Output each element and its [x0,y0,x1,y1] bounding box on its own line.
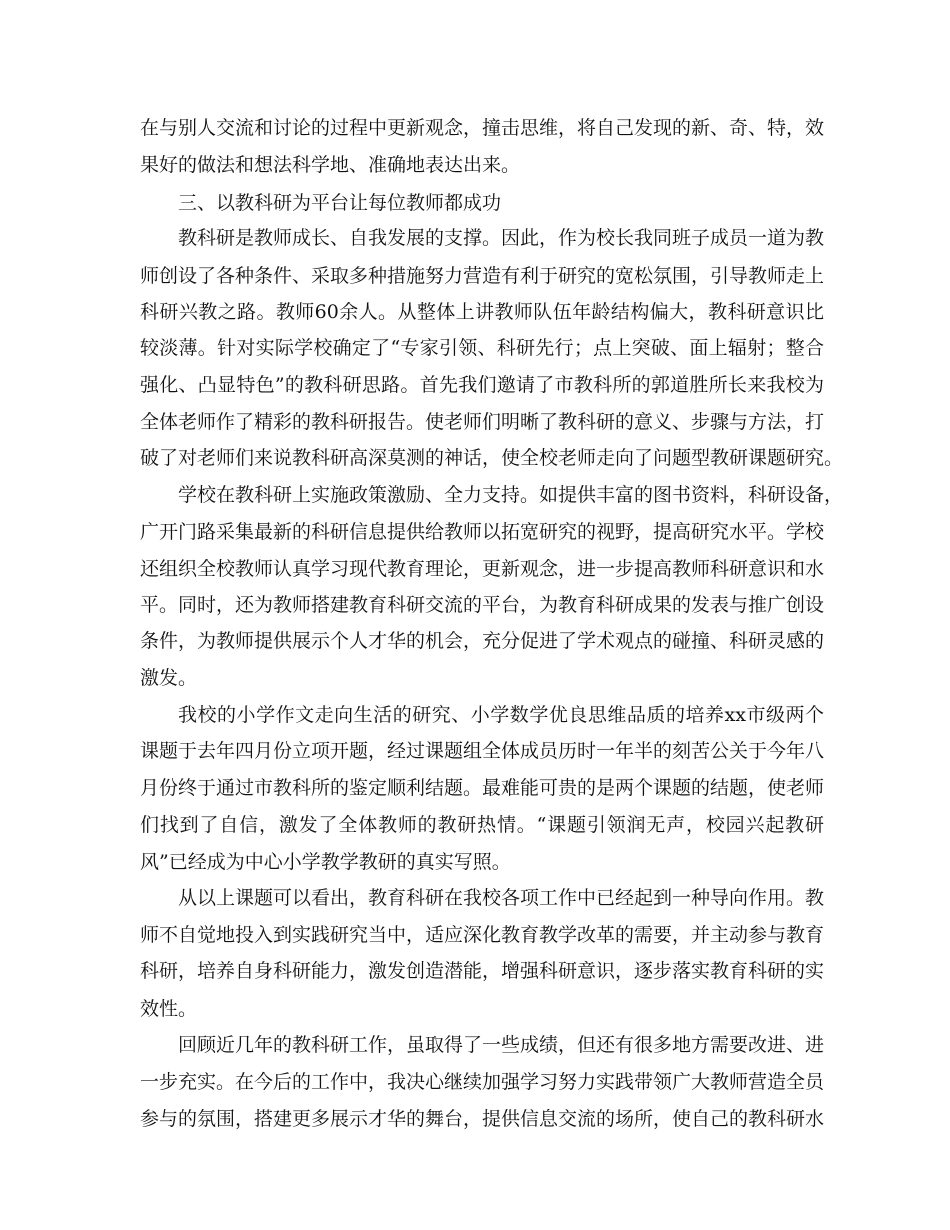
text-line: 师创设了各种条件、采取多种措施努力营造有利于研究的宽松氛围，引导教师走上 [140,265,825,287]
text-line: 们找到了自信，激发了全体教师的教研热情。“课题引领润无声，校园兴起教研 [140,814,824,836]
text-line: 科研兴教之路。教师60余人。从整体上讲教师队伍年龄结构偏大，教科研意识比 [140,301,824,323]
section-heading: 三、以教科研为平台让每位教师都成功 [178,192,502,214]
text-line: 平。同时，还为教师搭建教育科研交流的平台，为教育科研成果的发表与推广创设 [140,594,825,616]
text-line: 较淡薄。针对实际学校确定了“专家引领、科研先行；点上突破、面上辐射；整合 [140,337,824,359]
text-line: 课题于去年四月份立项开题，经过课题组全体成员历时一年半的刻苦公关于今年八 [140,740,825,762]
text-line: 一步充实。在今后的工作中，我决心继续加强学习努力实践带领广大教师营造全员 [140,1071,825,1093]
text-line: 月份终于通过市教科所的鉴定顺利结题。最难能可贵的是两个课题的结题，使老师 [140,777,825,799]
text-line: 在与别人交流和讨论的过程中更新观念，撞击思维，将自己发现的新、奇、特，效 [140,117,825,139]
text-line: 科研，培养自身科研能力，激发创造潜能，增强科研意识，逐步落实教育科研的实 [140,960,825,982]
text-line: 激发。 [140,667,198,689]
text-line: 强化、凸显特色”的教科研思路。首先我们邀请了市教科所的郭道胜所长来我校为 [140,374,824,396]
text-line: 参与的氛围，搭建更多展示才华的舞台，提供信息交流的场所，使自己的教科研水 [140,1108,825,1130]
text-line: 我校的小学作文走向生活的研究、小学数学优良思维品质的培养xx市级两个 [178,704,824,726]
text-line: 学校在教科研上实施政策激励、全力支持。如提供丰富的图书资料，科研设备， [178,484,844,506]
text-line: 效性。 [140,998,198,1020]
text-line: 条件，为教师提供展示个人才华的机会，充分促进了学术观点的碰撞、科研灵感的 [140,630,825,652]
text-line: 风”已经成为中心小学教学教研的真实写照。 [140,851,511,873]
text-line: 从以上课题可以看出，教育科研在我校各项工作中已经起到一种导向作用。教 [178,887,825,909]
text-line: 师不自觉地投入到实践研究当中，适应深化教育教学改革的需要，并主动参与教育 [140,924,825,946]
text-line: 破了对老师们来说教科研高深莫测的神话，使全校老师走向了问题型教研课题研究。 [140,447,844,469]
text-line: 回顾近几年的教科研工作，虽取得了一些成绩，但还有很多地方需要改进、进 [178,1034,825,1056]
text-line: 广开门路采集最新的科研信息提供给教师以拓宽研究的视野，提高研究水平。学校 [140,521,825,543]
text-line: 全体老师作了精彩的教科研报告。使老师们明晰了教科研的意义、步骤与方法，打 [140,411,825,433]
text-line: 还组织全校教师认真学习现代教育理论，更新观念，进一步提高教师科研意识和水 [140,558,825,580]
text-line: 教科研是教师成长、自我发展的支撑。因此，作为校长我同班子成员一道为教 [178,227,825,249]
text-line: 果好的做法和想法科学地、准确地表达出来。 [140,154,521,176]
